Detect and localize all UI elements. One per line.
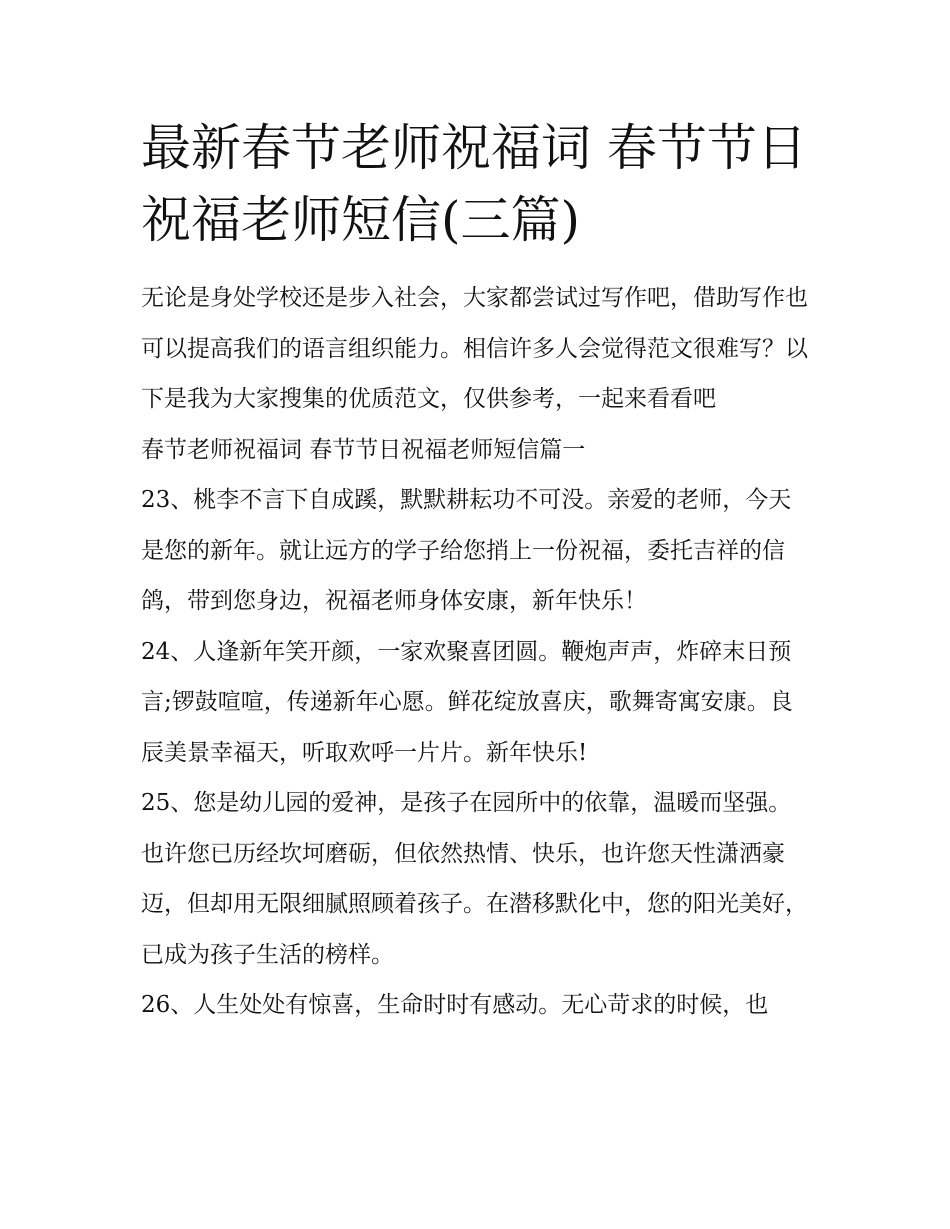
document-body xyxy=(141,112,813,1031)
list-item: 23、桃李不言下自成蹊，默默耕耘功不可没。亲爱的老师，今天是您的新年。就让远方的学子给您捎上一份祝福，委托吉祥的信鸽，带到您身边，祝福老师身体安康，新年快乐！ xyxy=(141,487,792,614)
list-item: 24、人逢新年笑开颜，一家欢聚喜团圆。鞭炮声声，炸碎末日预言;锣鼓喧喧，传递新年心愿。鲜花绽放喜庆，歌舞寄寓安康。良辰美景幸福天，听取欢呼一片片。新年快乐! xyxy=(141,638,793,766)
list-item: 26、人生处处有惊喜，生命时时有感动。无心苛求的时候，也 xyxy=(141,992,769,1018)
document-title: 最新春节老师祝福词 春节节日祝福老师短信(三篇) xyxy=(141,119,807,249)
section-heading: 春节老师祝福词 春节节日祝福老师短信篇一 xyxy=(141,436,586,463)
intro-paragraph: 无论是身处学校还是步入社会，大家都尝试过写作吧，借助写作也可以提高我们的语言组织能力。相信许多人会觉得范文很难写？以下是我为大家搜集的优质范文，仅供参考，一起来看看吧 xyxy=(141,285,808,412)
list-item: 25、您是幼儿园的爱神，是孩子在园所中的依靠，温暖而坚强。也许您已历经坎坷磨砺，但依然热情、快乐，也许您天性潇洒豪迈，但却用无限细腻照顾着孩子。在潜移默化中，您的阳光美好，已成为孩子生活的榜样。 xyxy=(141,790,808,968)
